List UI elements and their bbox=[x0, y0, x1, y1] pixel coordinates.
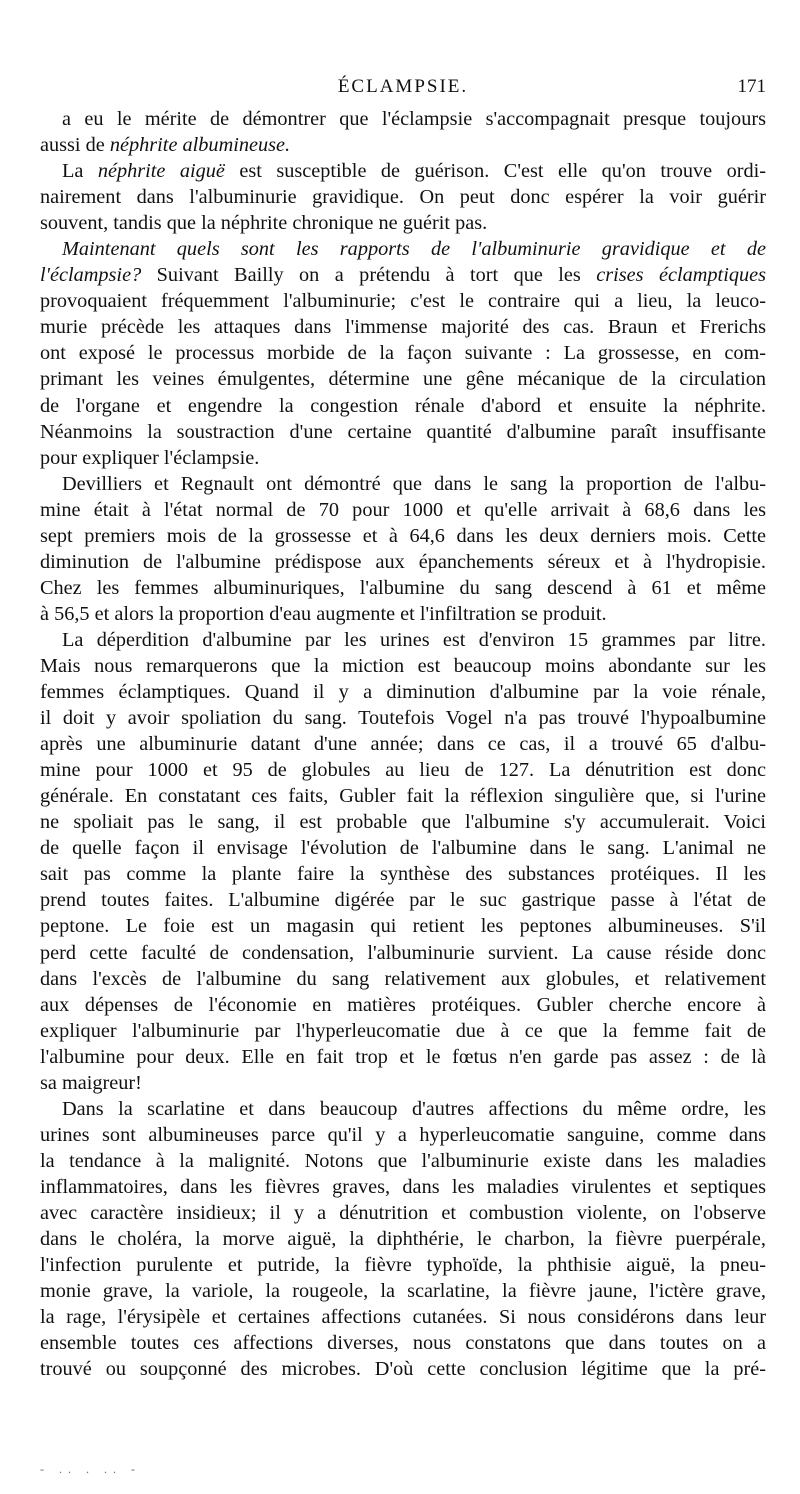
text-line: générale. En constatant ces faits, Gubler fait la réflexion singulière que, si l'urine bbox=[40, 785, 766, 808]
text-line: perd cette faculté de condensation, l'albuminurie survient. La cause réside donc bbox=[40, 941, 766, 964]
italic-phrase: néphrite aiguë bbox=[97, 160, 225, 183]
text-line: peptone. Le foie est un magasin qui retient les peptones albumineuses. S'il bbox=[40, 915, 766, 938]
text-line: femmes éclamptiques. Quand il y a diminution d'albumine par la voie rénale, bbox=[40, 681, 766, 704]
text-line: ne spoliait pas le sang, il est probable que l'albumine s'y accumulerait. Voici bbox=[40, 811, 766, 834]
text-line: la tendance à la malignité. Notons que l'albuminurie existe dans les maladies bbox=[40, 1149, 766, 1172]
text-line bbox=[40, 236, 766, 262]
text-line: mine pour 1000 et 95 de globules au lieu de 127. La dénutrition est donc bbox=[40, 759, 766, 782]
text-line: provoquaient fréquemment l'albuminurie; c'est le contraire qui a lieu, la leuco- bbox=[40, 290, 766, 313]
text-line: ont exposé le processus morbide de la façon suivante : La grossesse, en com- bbox=[40, 342, 766, 365]
text-line: aux dépenses de l'économie en matières protéiques. Gubler cherche encore à bbox=[40, 993, 766, 1016]
text-line: mine était à l'état normal de 70 pour 1000 et qu'elle arrivait à 68,6 dans les bbox=[40, 498, 766, 521]
text-line: prend toutes faites. L'albumine digérée par le suc gastrique passe à l'état de bbox=[40, 889, 766, 912]
text-line: de l'organe et engendre la congestion rénale d'abord et ensuite la néphrite. bbox=[40, 394, 766, 417]
paragraph bbox=[40, 106, 766, 158]
text-line: la rage, l'érysipèle et certaines affections cutanées. Si nous considérons dans leur bbox=[40, 1306, 766, 1329]
text-line: de quelle façon il envisage l'évolution de l'albumine dans le sang. L'animal ne bbox=[40, 837, 766, 860]
text-line: l'infection purulente et putride, la fièvre typhoïde, la phthisie aiguë, la pneu- bbox=[40, 1254, 766, 1277]
text-line: sept premiers mois de la grossesse et à 64,6 dans les deux derniers mois. Cette bbox=[40, 524, 766, 547]
paragraph bbox=[40, 158, 766, 236]
text-line: souvent, tandis que la néphrite chronique ne guérit pas. bbox=[40, 212, 488, 235]
text-line: a eu le mérite de démontrer que l'éclampsie s'accompagnait presque toujours bbox=[62, 108, 766, 130]
text-line: dans l'excès de l'albumine du sang relativement aux globules, et relativement bbox=[40, 967, 766, 990]
text-line: Néanmoins la soustraction d'une certaine quantité d'albumine paraît insuffisante bbox=[40, 420, 766, 443]
text-line: sa maigreur! bbox=[40, 1071, 142, 1094]
text-line: l'éclampsie? Suivant Bailly on a prétendu à tort que les crises éclamptiques bbox=[40, 264, 767, 287]
text-line: sait pas comme la plante faire la synthèse des substances protéiques. Il les bbox=[40, 863, 766, 886]
paragraph bbox=[40, 236, 766, 470]
text-line: La néphrite aiguë est susceptible de guérison. C'est elle qu'on trouve ordi- bbox=[62, 160, 766, 183]
italic-phrase: crises éclamptiques bbox=[596, 264, 767, 287]
text-line: urines sont albumineuses parce qu'il y a hyperleucomatie sanguine, comme dans bbox=[40, 1123, 766, 1146]
text-line: Dans la scarlatine et dans beaucoup d'autres affections du même ordre, les bbox=[62, 1097, 766, 1120]
text-line: il doit y avoir spoliation du sang. Toutefois Vogel n'a pas trouvé l'hypoalbumine bbox=[40, 707, 766, 730]
italic-phrase: Maintenant quels sont les rapports de l'albuminurie gravidique et de bbox=[62, 238, 766, 261]
paragraph bbox=[40, 1096, 766, 1383]
paragraph bbox=[40, 471, 766, 627]
text-line: pour expliquer l'éclampsie. bbox=[40, 446, 260, 469]
italic-phrase: néphrite albumineuse. bbox=[109, 134, 291, 157]
text-line: primant les veines émulgentes, détermine une gêne mécanique de la circulation bbox=[40, 368, 766, 391]
page-number: 171 bbox=[737, 76, 766, 97]
text-line: Devilliers et Regnault ont démontré que dans le sang la proportion de l'albu- bbox=[62, 472, 766, 495]
text-line: inflammatoires, dans les fièvres graves, dans les maladies virulentes et septiques bbox=[40, 1175, 766, 1198]
text-line: monie grave, la variole, la rougeole, la scarlatine, la fièvre jaune, l'ictère grave, bbox=[40, 1280, 766, 1303]
italic-phrase: l'éclampsie? bbox=[40, 264, 142, 287]
text-line: expliquer l'albuminurie par l'hyperleucomatie due à ce que la femme fait de bbox=[40, 1019, 766, 1042]
text-line: Mais nous remarquerons que la miction est beaucoup moins abondante sur les bbox=[40, 654, 766, 677]
text-line: ensemble toutes ces affections diverses, nous constatons que dans toutes on a bbox=[40, 1332, 766, 1355]
text-line: nairement dans l'albuminurie gravidique. On peut donc espérer la voir guérir bbox=[40, 186, 766, 209]
text-line: La déperdition d'albumine par les urines est d'environ 15 grammes par litre. bbox=[62, 628, 766, 651]
text-line: trouvé ou soupçonné des microbes. D'où cette conclusion légitime que la pré- bbox=[40, 1358, 766, 1381]
text-line: avec caractère insidieux; il y a dénutrition et combustion violente, on l'observe bbox=[40, 1201, 766, 1224]
text-line: à 56,5 et alors la proportion d'eau augmente et l'infiltration se produit. bbox=[40, 602, 607, 625]
text-line: dans le choléra, la morve aiguë, la diphthérie, le charbon, la fièvre puerpérale, bbox=[40, 1228, 766, 1251]
body-text bbox=[40, 106, 766, 1382]
text-line: l'albumine pour deux. Elle en fait trop et le fœtus n'en garde pas assez : de là bbox=[40, 1045, 766, 1068]
page-header bbox=[40, 76, 766, 104]
text-line: Chez les femmes albuminuriques, l'albumine du sang descend à 61 et même bbox=[40, 576, 766, 599]
paragraph bbox=[40, 627, 766, 1096]
text-line: aussi de néphrite albumineuse. bbox=[40, 134, 291, 157]
text-line: murie précède les attaques dans l'immense majorité des cas. Braun et Frerichs bbox=[40, 316, 766, 339]
footer-marks: - .. . .. - bbox=[40, 1462, 141, 1476]
text-line: après une albuminurie datant d'une année; dans ce cas, il a trouvé 65 d'albu- bbox=[40, 733, 766, 756]
running-title: ÉCLAMPSIE. bbox=[337, 76, 469, 97]
text-line: diminution de l'albumine prédispose aux épanchements séreux et à l'hydropisie. bbox=[40, 550, 766, 573]
